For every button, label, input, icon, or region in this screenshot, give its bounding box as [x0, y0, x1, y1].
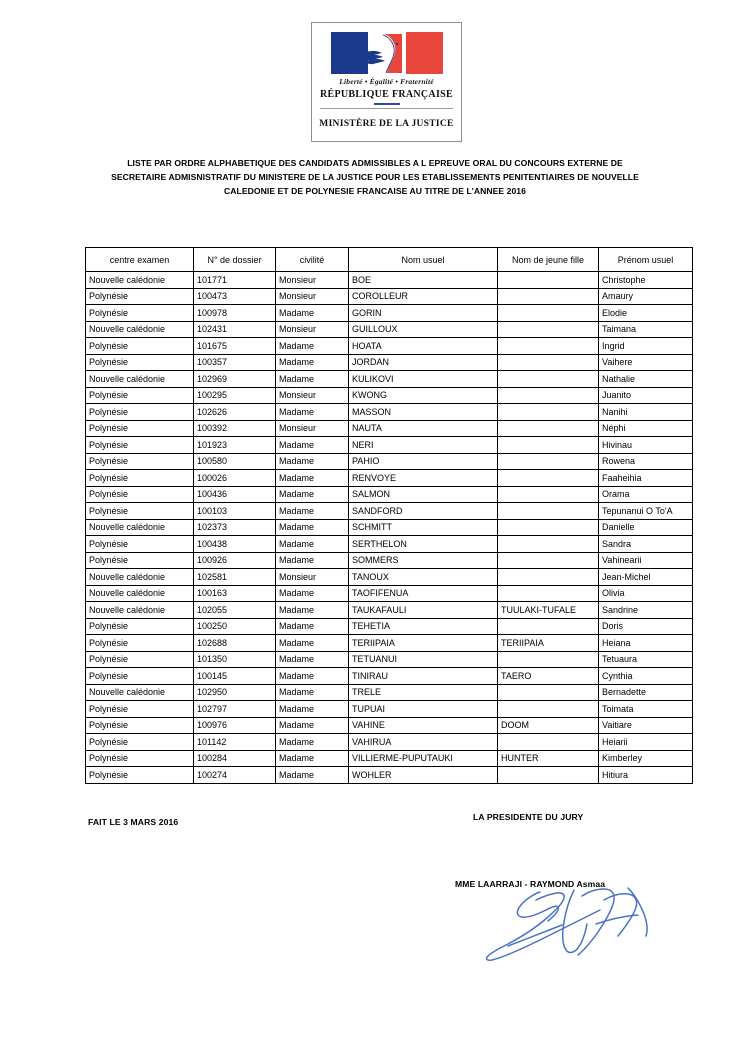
cell-nom-usuel: TETUANUI [349, 651, 498, 668]
cell-nom-usuel: TINIRAU [349, 668, 498, 685]
cell-civilite: Madame [276, 717, 349, 734]
cell-nom-usuel: MASSON [349, 404, 498, 421]
cell-civilite: Madame [276, 519, 349, 536]
cell-nom-jeune-fille: DOOM [498, 717, 599, 734]
cell-civilite: Madame [276, 354, 349, 371]
cell-prenom-usuel: Elodie [599, 305, 693, 322]
cell-centre-examen: Nouvelle calédonie [86, 519, 194, 536]
cell-nom-jeune-fille: TUULAKI-TUFALE [498, 602, 599, 619]
cell-numero-dossier: 102969 [194, 371, 276, 388]
table-row [86, 618, 693, 635]
cell-nom-jeune-fille: HUNTER [498, 750, 599, 767]
table-row [86, 635, 693, 652]
cell-centre-examen: Polynésie [86, 668, 194, 685]
cell-civilite: Madame [276, 470, 349, 487]
cell-prenom-usuel: Vaihere [599, 354, 693, 371]
cell-prenom-usuel: Olivia [599, 585, 693, 602]
cell-prenom-usuel: Doris [599, 618, 693, 635]
table-row [86, 602, 693, 619]
ministry-name: MINISTÈRE DE LA JUSTICE [319, 119, 454, 129]
cell-centre-examen: Nouvelle calédonie [86, 602, 194, 619]
cell-prenom-usuel: Amaury [599, 288, 693, 305]
cell-civilite: Madame [276, 585, 349, 602]
cell-prenom-usuel: Christophe [599, 272, 693, 289]
table-row [86, 767, 693, 784]
cell-nom-usuel: VAHIRUA [349, 734, 498, 751]
cell-numero-dossier: 102626 [194, 404, 276, 421]
cell-numero-dossier: 100145 [194, 668, 276, 685]
cell-nom-jeune-fille [498, 470, 599, 487]
cell-nom-jeune-fille [498, 272, 599, 289]
cell-centre-examen: Polynésie [86, 338, 194, 355]
cell-nom-usuel: PAHIO [349, 453, 498, 470]
cell-nom-jeune-fille [498, 404, 599, 421]
cell-nom-usuel: TANOUX [349, 569, 498, 586]
cell-centre-examen: Polynésie [86, 354, 194, 371]
cell-civilite: Madame [276, 552, 349, 569]
table-row [86, 338, 693, 355]
table-header-row [86, 248, 693, 272]
cell-numero-dossier: 100274 [194, 767, 276, 784]
cell-civilite: Madame [276, 338, 349, 355]
cell-nom-jeune-fille [498, 734, 599, 751]
cell-prenom-usuel: Vaitiare [599, 717, 693, 734]
cell-nom-usuel: JORDAN [349, 354, 498, 371]
cell-centre-examen: Polynésie [86, 618, 194, 635]
cell-centre-examen: Polynésie [86, 717, 194, 734]
cell-prenom-usuel: Jean-Michel [599, 569, 693, 586]
cell-nom-jeune-fille [498, 767, 599, 784]
cell-numero-dossier: 100438 [194, 536, 276, 553]
cell-nom-usuel: KWONG [349, 387, 498, 404]
ministry-logo-box [311, 22, 462, 142]
cell-nom-jeune-fille [498, 552, 599, 569]
cell-prenom-usuel: Orama [599, 486, 693, 503]
cell-civilite: Madame [276, 767, 349, 784]
cell-centre-examen: Polynésie [86, 288, 194, 305]
cell-numero-dossier: 102688 [194, 635, 276, 652]
cell-nom-usuel: TEHETIA [349, 618, 498, 635]
cell-prenom-usuel: Hitiura [599, 767, 693, 784]
cell-numero-dossier: 102373 [194, 519, 276, 536]
cell-nom-usuel: GORIN [349, 305, 498, 322]
cell-centre-examen: Polynésie [86, 701, 194, 718]
cell-civilite: Madame [276, 734, 349, 751]
jury-president-label: LA PRESIDENTE DU JURY [473, 812, 584, 822]
cell-nom-usuel: TAUKAFAULI [349, 602, 498, 619]
table-row [86, 717, 693, 734]
cell-numero-dossier: 100580 [194, 453, 276, 470]
cell-numero-dossier: 100978 [194, 305, 276, 322]
cell-nom-jeune-fille [498, 371, 599, 388]
cell-centre-examen: Polynésie [86, 635, 194, 652]
cell-civilite: Madame [276, 750, 349, 767]
cell-numero-dossier: 100026 [194, 470, 276, 487]
republic-name: RÉPUBLIQUE FRANÇAISE [320, 89, 453, 100]
cell-nom-jeune-fille [498, 486, 599, 503]
cell-nom-usuel: TAOFIFENUA [349, 585, 498, 602]
candidates-table-container [85, 247, 692, 784]
cell-nom-usuel: HOATA [349, 338, 498, 355]
cell-numero-dossier: 102797 [194, 701, 276, 718]
cell-civilite: Madame [276, 536, 349, 553]
cell-prenom-usuel: Néphi [599, 420, 693, 437]
cell-nom-usuel: WOHLER [349, 767, 498, 784]
cell-prenom-usuel: Juanito [599, 387, 693, 404]
cell-centre-examen: Polynésie [86, 486, 194, 503]
cell-nom-usuel: SERTHELON [349, 536, 498, 553]
cell-numero-dossier: 100295 [194, 387, 276, 404]
table-row [86, 519, 693, 536]
cell-nom-jeune-fille [498, 618, 599, 635]
cell-numero-dossier: 100976 [194, 717, 276, 734]
cell-numero-dossier: 100473 [194, 288, 276, 305]
cell-centre-examen: Nouvelle calédonie [86, 272, 194, 289]
cell-nom-usuel: KULIKOVI [349, 371, 498, 388]
table-row [86, 420, 693, 437]
cell-civilite: Madame [276, 305, 349, 322]
cell-nom-jeune-fille [498, 453, 599, 470]
cell-centre-examen: Nouvelle calédonie [86, 371, 194, 388]
candidates-table [85, 247, 693, 784]
cell-civilite: Monsieur [276, 569, 349, 586]
cell-civilite: Monsieur [276, 387, 349, 404]
cell-centre-examen: Nouvelle calédonie [86, 321, 194, 338]
cell-numero-dossier: 100103 [194, 503, 276, 520]
cell-nom-usuel: TERIIPAIA [349, 635, 498, 652]
table-row [86, 453, 693, 470]
cell-prenom-usuel: Heiana [599, 635, 693, 652]
table-row [86, 701, 693, 718]
cell-prenom-usuel: Vahinearii [599, 552, 693, 569]
cell-centre-examen: Polynésie [86, 651, 194, 668]
cell-nom-jeune-fille [498, 651, 599, 668]
marianne-icon [354, 32, 420, 74]
cell-nom-jeune-fille [498, 503, 599, 520]
cell-nom-jeune-fille [498, 701, 599, 718]
document-date: FAIT LE 3 MARS 2016 [88, 817, 179, 827]
table-row [86, 272, 693, 289]
cell-centre-examen: Polynésie [86, 750, 194, 767]
cell-civilite: Madame [276, 684, 349, 701]
page-title [55, 156, 695, 199]
table-row [86, 684, 693, 701]
cell-nom-usuel: RENVOYE [349, 470, 498, 487]
table-row [86, 371, 693, 388]
cell-nom-jeune-fille [498, 288, 599, 305]
cell-prenom-usuel: Faaheihia [599, 470, 693, 487]
cell-numero-dossier: 102950 [194, 684, 276, 701]
cell-prenom-usuel: Heiarii [599, 734, 693, 751]
cell-centre-examen: Polynésie [86, 552, 194, 569]
cell-centre-examen: Polynésie [86, 305, 194, 322]
cell-nom-jeune-fille [498, 437, 599, 454]
republic-motto: Liberté • Égalité • Fraternité [339, 77, 434, 86]
cell-prenom-usuel: Nathalie [599, 371, 693, 388]
table-row [86, 437, 693, 454]
cell-numero-dossier: 100250 [194, 618, 276, 635]
column-header-prenom-usuel: Prénom usuel [599, 248, 693, 272]
cell-nom-jeune-fille [498, 519, 599, 536]
cell-prenom-usuel: Sandrine [599, 602, 693, 619]
table-row [86, 569, 693, 586]
cell-civilite: Madame [276, 668, 349, 685]
cell-nom-jeune-fille [498, 585, 599, 602]
table-row [86, 288, 693, 305]
cell-numero-dossier: 100392 [194, 420, 276, 437]
cell-nom-jeune-fille [498, 536, 599, 553]
cell-civilite: Madame [276, 503, 349, 520]
cell-prenom-usuel: Hivinau [599, 437, 693, 454]
cell-prenom-usuel: Cynthia [599, 668, 693, 685]
cell-numero-dossier: 102431 [194, 321, 276, 338]
cell-centre-examen: Polynésie [86, 470, 194, 487]
cell-civilite: Monsieur [276, 321, 349, 338]
cell-nom-jeune-fille [498, 569, 599, 586]
table-row [86, 536, 693, 553]
table-row [86, 750, 693, 767]
table-row [86, 305, 693, 322]
cell-civilite: Monsieur [276, 288, 349, 305]
cell-prenom-usuel: Tetuaura [599, 651, 693, 668]
table-row [86, 486, 693, 503]
cell-nom-usuel: SANDFORD [349, 503, 498, 520]
cell-nom-usuel: SOMMERS [349, 552, 498, 569]
column-header-nom-usuel: Nom usuel [349, 248, 498, 272]
cell-nom-usuel: GUILLOUX [349, 321, 498, 338]
cell-nom-usuel: VAHINE [349, 717, 498, 734]
flag-white-band [368, 32, 405, 74]
cell-numero-dossier: 102581 [194, 569, 276, 586]
cell-centre-examen: Nouvelle calédonie [86, 569, 194, 586]
cell-centre-examen: Polynésie [86, 503, 194, 520]
cell-nom-jeune-fille [498, 387, 599, 404]
cell-civilite: Madame [276, 404, 349, 421]
cell-numero-dossier: 100163 [194, 585, 276, 602]
cell-centre-examen: Polynésie [86, 437, 194, 454]
table-row [86, 651, 693, 668]
cell-numero-dossier: 101350 [194, 651, 276, 668]
cell-nom-jeune-fille: TAERO [498, 668, 599, 685]
cell-prenom-usuel: Sandra [599, 536, 693, 553]
column-header-civilite: civilité [276, 248, 349, 272]
cell-numero-dossier: 101771 [194, 272, 276, 289]
cell-numero-dossier: 100926 [194, 552, 276, 569]
table-row [86, 668, 693, 685]
cell-numero-dossier: 100284 [194, 750, 276, 767]
cell-nom-usuel: TRELE [349, 684, 498, 701]
cell-centre-examen: Nouvelle calédonie [86, 585, 194, 602]
cell-civilite: Madame [276, 486, 349, 503]
cell-centre-examen: Nouvelle calédonie [86, 684, 194, 701]
cell-centre-examen: Polynésie [86, 453, 194, 470]
column-header-centre-examen: centre examen [86, 248, 194, 272]
cell-nom-usuel: TUPUAI [349, 701, 498, 718]
logo-accent-dash [374, 103, 400, 105]
cell-civilite: Madame [276, 635, 349, 652]
title-line-1: LISTE PAR ORDRE ALPHABETIQUE DES CANDIDATS ADMISSIBLES A L EPREUVE ORAL DU CONCOURS EXTERNE DE [127, 158, 623, 168]
cell-nom-jeune-fille [498, 684, 599, 701]
cell-civilite: Madame [276, 371, 349, 388]
cell-civilite: Monsieur [276, 420, 349, 437]
column-header-numero-dossier: N° de dossier [194, 248, 276, 272]
logo-divider [320, 108, 453, 109]
cell-prenom-usuel: Bernadette [599, 684, 693, 701]
cell-centre-examen: Polynésie [86, 404, 194, 421]
cell-nom-jeune-fille [498, 354, 599, 371]
table-row [86, 470, 693, 487]
cell-numero-dossier: 101675 [194, 338, 276, 355]
table-row [86, 354, 693, 371]
cell-prenom-usuel: Taimana [599, 321, 693, 338]
cell-nom-usuel: SCHMITT [349, 519, 498, 536]
table-row [86, 404, 693, 421]
cell-centre-examen: Polynésie [86, 387, 194, 404]
cell-numero-dossier: 101923 [194, 437, 276, 454]
cell-nom-jeune-fille [498, 420, 599, 437]
cell-centre-examen: Polynésie [86, 734, 194, 751]
table-row [86, 734, 693, 751]
cell-nom-usuel: COROLLEUR [349, 288, 498, 305]
cell-prenom-usuel: Tepunanui O To'A [599, 503, 693, 520]
title-line-2: SECRETAIRE ADMISNISTRATIF DU MINISTERE DE LA JUSTICE POUR LES ETABLISSEMENTS PENITENTIAIRES DE NOUVELLE [111, 172, 639, 183]
table-row [86, 552, 693, 569]
title-line-3: CALEDONIE ET DE POLYNESIE FRANCAISE AU TITRE DE L'ANNEE 2016 [224, 186, 526, 197]
cell-nom-jeune-fille: TERIIPAIA [498, 635, 599, 652]
cell-nom-usuel: BOE [349, 272, 498, 289]
table-row [86, 387, 693, 404]
cell-nom-usuel: VILLIERME-PUPUTAUKI [349, 750, 498, 767]
table-row [86, 585, 693, 602]
cell-nom-jeune-fille [498, 305, 599, 322]
cell-civilite: Madame [276, 651, 349, 668]
cell-prenom-usuel: Ingrid [599, 338, 693, 355]
cell-centre-examen: Polynésie [86, 420, 194, 437]
cell-nom-usuel: SALMON [349, 486, 498, 503]
cell-numero-dossier: 100357 [194, 354, 276, 371]
cell-prenom-usuel: Rowena [599, 453, 693, 470]
cell-numero-dossier: 102055 [194, 602, 276, 619]
cell-nom-usuel: NAUTA [349, 420, 498, 437]
cell-civilite: Madame [276, 618, 349, 635]
cell-centre-examen: Polynésie [86, 767, 194, 784]
cell-civilite: Monsieur [276, 272, 349, 289]
handwritten-signature [478, 880, 668, 975]
cell-nom-jeune-fille [498, 338, 599, 355]
cell-nom-jeune-fille [498, 321, 599, 338]
cell-prenom-usuel: Danielle [599, 519, 693, 536]
column-header-nom-jeune-fille: Nom de jeune fille [498, 248, 599, 272]
table-row [86, 503, 693, 520]
table-row [86, 321, 693, 338]
french-flag-icon [331, 32, 443, 74]
cell-nom-usuel: NERI [349, 437, 498, 454]
jury-president-name: MME LAARRAJI - RAYMOND Asmaa [455, 879, 606, 889]
candidates-table-body [86, 272, 693, 784]
cell-civilite: Madame [276, 602, 349, 619]
cell-numero-dossier: 100436 [194, 486, 276, 503]
cell-prenom-usuel: Nanihi [599, 404, 693, 421]
cell-prenom-usuel: Kimberley [599, 750, 693, 767]
cell-numero-dossier: 101142 [194, 734, 276, 751]
cell-civilite: Madame [276, 701, 349, 718]
cell-prenom-usuel: Toimata [599, 701, 693, 718]
cell-centre-examen: Polynésie [86, 536, 194, 553]
cell-civilite: Madame [276, 437, 349, 454]
cell-civilite: Madame [276, 453, 349, 470]
